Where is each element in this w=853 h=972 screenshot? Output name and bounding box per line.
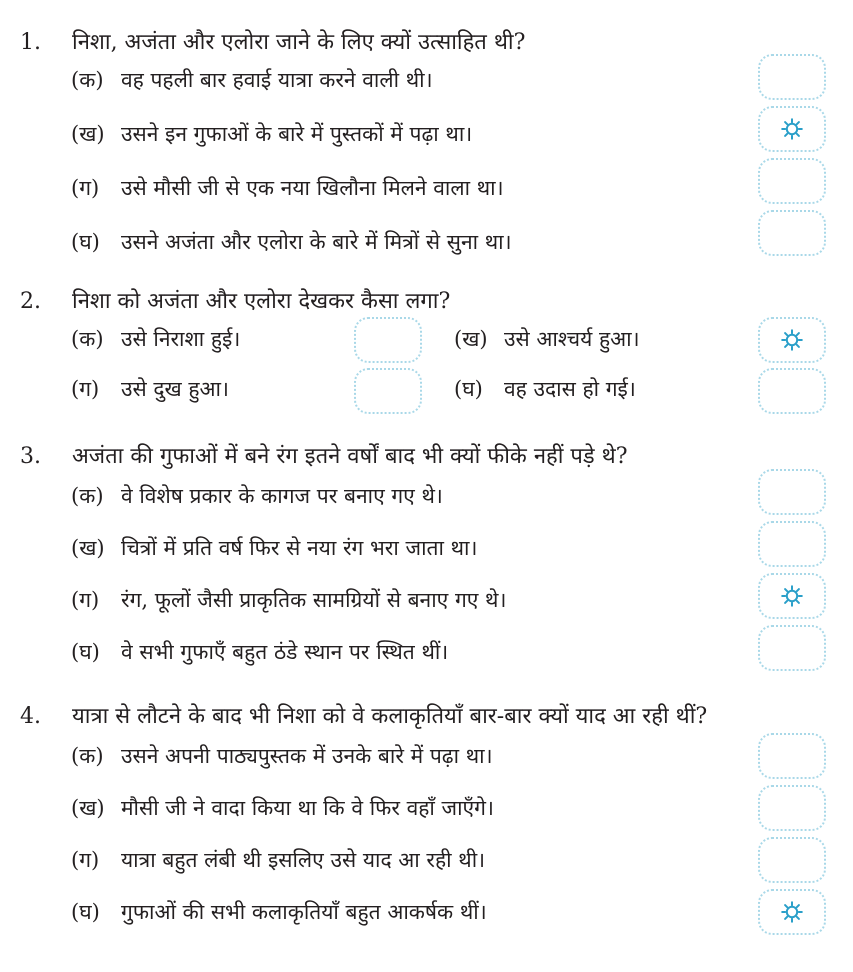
option-text: वह पहली बार हवाई यात्रा करने वाली थी। <box>121 68 433 92</box>
option-ga <box>71 586 506 614</box>
sun-star-icon <box>781 901 803 923</box>
answer-box-q1-ka[interactable] <box>758 54 826 100</box>
question-header <box>20 440 628 470</box>
option-ga <box>71 174 504 202</box>
option-label: (ग) <box>71 176 100 200</box>
answer-box-q2-gha[interactable] <box>758 368 826 414</box>
option-text: यात्रा बहुत लंबी थी इसलिए उसे याद आ रही थी। <box>121 848 486 872</box>
question-number: 1. <box>20 30 41 55</box>
option-label: (ग) <box>71 588 100 612</box>
option-ka <box>71 66 433 94</box>
option-ga <box>71 846 485 874</box>
option-text: उसने अपनी पाठ्यपुस्तक में उनके बारे में पढ़ा था। <box>121 744 493 768</box>
question-number: 3. <box>20 444 41 469</box>
answer-box-q2-ka[interactable] <box>354 317 422 363</box>
sun-star-icon <box>781 118 803 140</box>
option-label: (ख) <box>71 796 105 820</box>
option-kha <box>454 325 640 353</box>
answer-box-q4-ka[interactable] <box>758 733 826 779</box>
option-label: (ग) <box>71 848 100 872</box>
option-ka <box>71 325 240 353</box>
question-text: यात्रा से लौटने के बाद भी निशा को वे कलाकृतियाँ बार-बार क्यों याद आ रही थीं? <box>72 704 708 729</box>
sun-star-icon <box>781 585 803 607</box>
option-ka <box>71 742 493 770</box>
option-gha <box>71 228 512 256</box>
option-text: वह उदास हो गई। <box>504 377 636 401</box>
option-label: (क) <box>71 484 104 508</box>
answer-box-q4-gha[interactable] <box>758 889 826 935</box>
question-text: निशा को अजंता और एलोरा देखकर कैसा लगा? <box>72 289 451 314</box>
answer-box-q2-kha[interactable] <box>758 317 826 363</box>
answer-box-q2-ga[interactable] <box>354 368 422 414</box>
question-header <box>20 700 707 730</box>
option-kha <box>71 534 477 562</box>
option-label: (ख) <box>71 122 105 146</box>
option-label: (क) <box>71 744 104 768</box>
option-text: उसे निराशा हुई। <box>121 327 241 351</box>
option-text: उसे दुख हुआ। <box>121 377 229 401</box>
option-ga <box>71 375 229 403</box>
question-text: निशा, अजंता और एलोरा जाने के लिए क्यों उत्साहित थी? <box>72 30 526 55</box>
option-text: मौसी जी ने वादा किया था कि वे फिर वहाँ जाएँगे। <box>121 796 494 820</box>
option-ka <box>71 482 443 510</box>
option-text: उसने अजंता और एलोरा के बारे में मित्रों से सुना था। <box>121 230 512 254</box>
option-text: उसे आश्चर्य हुआ। <box>504 327 640 351</box>
option-kha <box>71 794 494 822</box>
option-gha <box>454 375 636 403</box>
option-label: (ख) <box>71 536 105 560</box>
answer-box-q3-gha[interactable] <box>758 625 826 671</box>
option-text: वे सभी गुफाएँ बहुत ठंडे स्थान पर स्थित थीं। <box>121 640 449 664</box>
question-number: 2. <box>20 289 41 314</box>
option-text: उसने इन गुफाओं के बारे में पुस्तकों में पढ़ा था। <box>121 122 473 146</box>
option-label: (क) <box>71 327 104 351</box>
sun-star-icon <box>781 329 803 351</box>
option-gha <box>71 638 448 666</box>
option-text: उसे मौसी जी से एक नया खिलौना मिलने वाला था। <box>121 176 504 200</box>
option-label: (घ) <box>454 377 483 401</box>
option-text: गुफाओं की सभी कलाकृतियाँ बहुत आकर्षक थीं। <box>121 900 487 924</box>
answer-box-q3-ka[interactable] <box>758 469 826 515</box>
option-text: रंग, फूलों जैसी प्राकृतिक सामग्रियों से बनाए गए थे। <box>121 588 507 612</box>
option-gha <box>71 898 487 926</box>
option-label: (ग) <box>71 377 100 401</box>
option-kha <box>71 120 472 148</box>
option-label: (घ) <box>71 230 100 254</box>
answer-box-q4-ga[interactable] <box>758 837 826 883</box>
option-text: वे विशेष प्रकार के कागज पर बनाए गए थे। <box>121 484 443 508</box>
question-number: 4. <box>20 704 41 729</box>
answer-box-q3-ga[interactable] <box>758 573 826 619</box>
option-text: चित्रों में प्रति वर्ष फिर से नया रंग भरा जाता था। <box>121 536 478 560</box>
option-label: (घ) <box>71 900 100 924</box>
answer-box-q3-kha[interactable] <box>758 521 826 567</box>
question-header <box>20 26 525 56</box>
answer-box-q1-ga[interactable] <box>758 158 826 204</box>
answer-box-q4-kha[interactable] <box>758 785 826 831</box>
option-label: (क) <box>71 68 104 92</box>
option-label: (घ) <box>71 640 100 664</box>
answer-box-q1-gha[interactable] <box>758 210 826 256</box>
answer-box-q1-kha[interactable] <box>758 106 826 152</box>
question-header <box>20 285 450 315</box>
option-label: (ख) <box>454 327 488 351</box>
question-text: अजंता की गुफाओं में बने रंग इतने वर्षों बाद भी क्यों फीके नहीं पड़े थे? <box>72 444 628 469</box>
